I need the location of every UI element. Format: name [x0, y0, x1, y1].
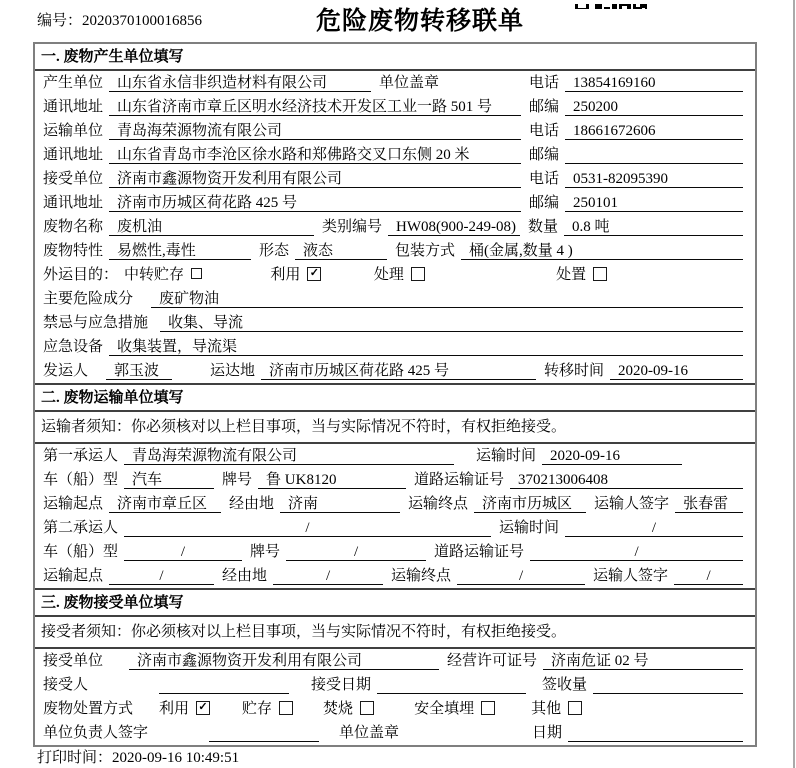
checkbox-option — [531, 697, 582, 718]
field-value: 济南市历城区 — [474, 495, 586, 513]
print-time-value: 2020-09-16 10:49:51 — [112, 750, 240, 766]
blank-field — [159, 676, 289, 694]
form-row — [35, 119, 755, 143]
field-label: 第一承运人 — [43, 448, 119, 464]
field-value: / — [286, 543, 426, 561]
field-label: 接受人 — [43, 677, 89, 693]
field-value: 济南市历城区荷花路 425 号 — [261, 362, 536, 380]
field-value: 山东省永信非织造材料有限公司 — [109, 74, 371, 92]
field-value: 汽车 — [124, 471, 214, 489]
document-number-label: 编号： — [37, 13, 83, 29]
field-label: 转移时间 — [544, 363, 605, 379]
field-value: 济南市鑫源物资开发利用有限公司 — [109, 170, 521, 188]
field-value: 2020-09-16 — [542, 447, 682, 465]
field-value: 山东省青岛市李沧区徐水路和郑佛路交叉口东侧 20 米 — [109, 146, 521, 164]
field-label: 主要危险成分 — [43, 291, 134, 307]
checkbox-unchecked-icon — [360, 701, 374, 715]
form-row — [35, 287, 755, 311]
checkbox-label: 中转贮存 — [124, 267, 185, 283]
field-value: 18661672606 — [565, 122, 743, 140]
field-label: 运达地 — [210, 363, 256, 379]
field-value: 250200 — [565, 98, 743, 116]
field-value: 收集、导流 — [160, 314, 743, 332]
section-rows — [35, 71, 755, 383]
field-value: 收集装置，导流渠 — [109, 338, 743, 356]
form-row — [35, 215, 755, 239]
checkbox-unchecked-icon — [279, 701, 293, 715]
field-value: 13854169160 — [565, 74, 743, 92]
field-value: 桶(金属,数量 4 ) — [461, 242, 743, 260]
checkbox-label: 利用 — [270, 267, 301, 283]
checkbox-unchecked-icon — [191, 268, 202, 279]
field-value: 青岛海荣源物流有限公司 — [124, 447, 454, 465]
checkbox-label: 利用 — [159, 701, 190, 717]
field-label: 外运目的： — [43, 267, 119, 283]
checkbox-label: 贮存 — [242, 701, 273, 717]
field-label: 运输人签字 — [593, 568, 669, 584]
field-label: 接受单位 — [43, 653, 104, 669]
field-value: 0.8 吨 — [564, 218, 743, 236]
checkbox-option — [124, 263, 202, 284]
field-label: 经营许可证号 — [447, 653, 538, 669]
form-row — [35, 516, 755, 540]
field-value: / — [273, 567, 383, 585]
form-row — [35, 649, 755, 673]
checkbox-option — [556, 263, 607, 284]
checkbox-label: 安全填埋 — [414, 701, 475, 717]
section-transporter — [35, 383, 755, 588]
field-label: 发运人 — [43, 363, 89, 379]
field-value: / — [674, 567, 743, 585]
checkbox-option — [242, 697, 293, 718]
field-label: 产生单位 — [43, 75, 104, 91]
field-value: 废机油 — [109, 218, 314, 236]
field-label: 废物处置方式 — [43, 701, 134, 717]
checkbox-option — [374, 263, 425, 284]
field-label: 经由地 — [222, 568, 268, 584]
document-number — [37, 9, 202, 30]
form-row — [35, 444, 755, 468]
field-label: 车（船）型 — [43, 472, 119, 488]
field-label: 邮编 — [528, 99, 559, 115]
print-time — [37, 746, 239, 767]
form-row — [35, 167, 755, 191]
field-label: 禁忌与应急措施 — [43, 315, 149, 331]
checkbox-option — [159, 697, 210, 718]
form-row — [35, 468, 755, 492]
form-row — [35, 239, 755, 263]
blank-field — [593, 676, 743, 694]
field-label: 运输单位 — [43, 123, 104, 139]
section-title: 一. 废物产生单位填写 — [35, 44, 755, 71]
form-row — [35, 697, 755, 721]
field-label: 单位盖章 — [339, 725, 400, 741]
checkbox-checked-icon: ✓ — [196, 701, 210, 715]
field-value: / — [124, 543, 242, 561]
field-label: 道路运输证号 — [434, 544, 525, 560]
field-label: 通讯地址 — [43, 195, 104, 211]
checkbox-label: 其他 — [531, 701, 562, 717]
form-row — [35, 673, 755, 697]
checkbox-label: 焚烧 — [323, 701, 354, 717]
qr-code-fragment — [575, 0, 647, 9]
checkbox-unchecked-icon — [481, 701, 495, 715]
manifest-form-table — [33, 42, 757, 747]
field-label: 运输起点 — [43, 496, 104, 512]
section-title: 三. 废物接受单位填写 — [35, 590, 755, 617]
blank-field — [377, 676, 526, 694]
field-label: 运输时间 — [498, 520, 559, 536]
checkbox-option — [414, 697, 495, 718]
blank-field — [568, 724, 743, 742]
field-label: 类别编号 — [322, 219, 383, 235]
field-label: 签收量 — [541, 677, 587, 693]
form-row — [35, 191, 755, 215]
field-label: 车（船）型 — [43, 544, 119, 560]
field-value: / — [124, 519, 491, 537]
checkbox-option — [323, 697, 374, 718]
field-label: 单位负责人签字 — [43, 725, 149, 741]
checkbox-option — [270, 263, 321, 284]
checkbox-unchecked-icon — [411, 267, 425, 281]
field-label: 单位盖章 — [379, 75, 440, 91]
document-number-value: 2020370100016856 — [82, 13, 203, 29]
field-value: 易燃性,毒性 — [109, 242, 251, 260]
field-label: 包装方式 — [395, 243, 456, 259]
field-value: / — [530, 543, 743, 561]
field-value: 张春雷 — [675, 495, 743, 513]
field-label: 应急设备 — [43, 339, 104, 355]
field-value: 250101 — [565, 194, 743, 212]
field-label: 通讯地址 — [43, 147, 104, 163]
checkbox-unchecked-icon — [568, 701, 582, 715]
blank-field — [565, 146, 743, 164]
field-value: HW08(900-249-08) — [388, 218, 520, 236]
checkbox-label: 处置 — [556, 267, 587, 283]
field-value: 2020-09-16 — [610, 362, 743, 380]
field-label: 通讯地址 — [43, 99, 104, 115]
section-rows — [35, 649, 755, 745]
form-row — [35, 263, 755, 287]
field-value: / — [109, 567, 214, 585]
form-row — [35, 143, 755, 167]
field-label: 运输终点 — [408, 496, 469, 512]
field-label: 电话 — [528, 123, 559, 139]
form-row — [35, 335, 755, 359]
checkbox-unchecked-icon — [593, 267, 607, 281]
field-label: 牌号 — [250, 544, 281, 560]
form-row — [35, 540, 755, 564]
field-value: 370213006408 — [510, 471, 743, 489]
form-row — [35, 359, 755, 383]
field-value: 液态 — [295, 242, 387, 260]
field-label: 废物名称 — [43, 219, 104, 235]
field-label: 运输人签字 — [594, 496, 670, 512]
field-label: 邮编 — [528, 147, 559, 163]
field-value: 鲁 UK8120 — [258, 471, 406, 489]
field-label: 道路运输证号 — [414, 472, 505, 488]
section-rows — [35, 444, 755, 588]
field-value: 济南市历城区荷花路 425 号 — [109, 194, 521, 212]
field-label: 牌号 — [222, 472, 253, 488]
field-value: 青岛海荣源物流有限公司 — [109, 122, 521, 140]
field-label: 运输时间 — [476, 448, 537, 464]
print-time-label: 打印时间： — [37, 750, 113, 766]
blank-field — [209, 724, 319, 742]
checkbox-label: 处理 — [373, 267, 404, 283]
form-row — [35, 492, 755, 516]
checkbox-checked-icon: ✓ — [307, 267, 321, 281]
section-receiver — [35, 588, 755, 745]
form-row — [35, 311, 755, 335]
section-producer — [35, 44, 755, 383]
field-value: 郭玉波 — [106, 362, 172, 380]
receiver-notice: 接受者须知：你必须核对以上栏目事项，当与实际情况不符时，有权拒绝接受。 — [35, 617, 755, 649]
field-label: 形态 — [259, 243, 290, 259]
field-value: 济南市鑫源物资开发利用有限公司 — [129, 652, 439, 670]
form-row — [35, 564, 755, 588]
field-value: / — [565, 519, 743, 537]
section-title: 二. 废物运输单位填写 — [35, 385, 755, 412]
transporter-notice: 运输者须知：你必须核对以上栏目事项，当与实际情况不符时，有权拒绝接受。 — [35, 412, 755, 444]
form-row — [35, 721, 755, 745]
page-edge-line — [793, 0, 795, 768]
field-label: 接受日期 — [311, 677, 372, 693]
field-label: 日期 — [531, 725, 562, 741]
field-value: / — [457, 567, 585, 585]
field-label: 邮编 — [528, 195, 559, 211]
field-label: 废物特性 — [43, 243, 104, 259]
field-label: 电话 — [528, 171, 559, 187]
form-row — [35, 95, 755, 119]
form-row — [35, 71, 755, 95]
field-value: 济南 — [280, 495, 400, 513]
field-label: 第二承运人 — [43, 520, 119, 536]
field-label: 运输终点 — [391, 568, 452, 584]
field-label: 数量 — [528, 219, 559, 235]
field-value: 济南危证 02 号 — [543, 652, 743, 670]
field-label: 运输起点 — [43, 568, 104, 584]
field-label: 接受单位 — [43, 171, 104, 187]
field-value: 0531-82095390 — [565, 170, 743, 188]
field-value: 山东省济南市章丘区明水经济技术开发区工业一路 501 号 — [109, 98, 521, 116]
field-value: 济南市章丘区 — [109, 495, 221, 513]
field-label: 电话 — [528, 75, 559, 91]
field-value: 废矿物油 — [151, 290, 743, 308]
field-label: 经由地 — [229, 496, 275, 512]
page-title: 危险废物转移联单 — [316, 8, 525, 35]
